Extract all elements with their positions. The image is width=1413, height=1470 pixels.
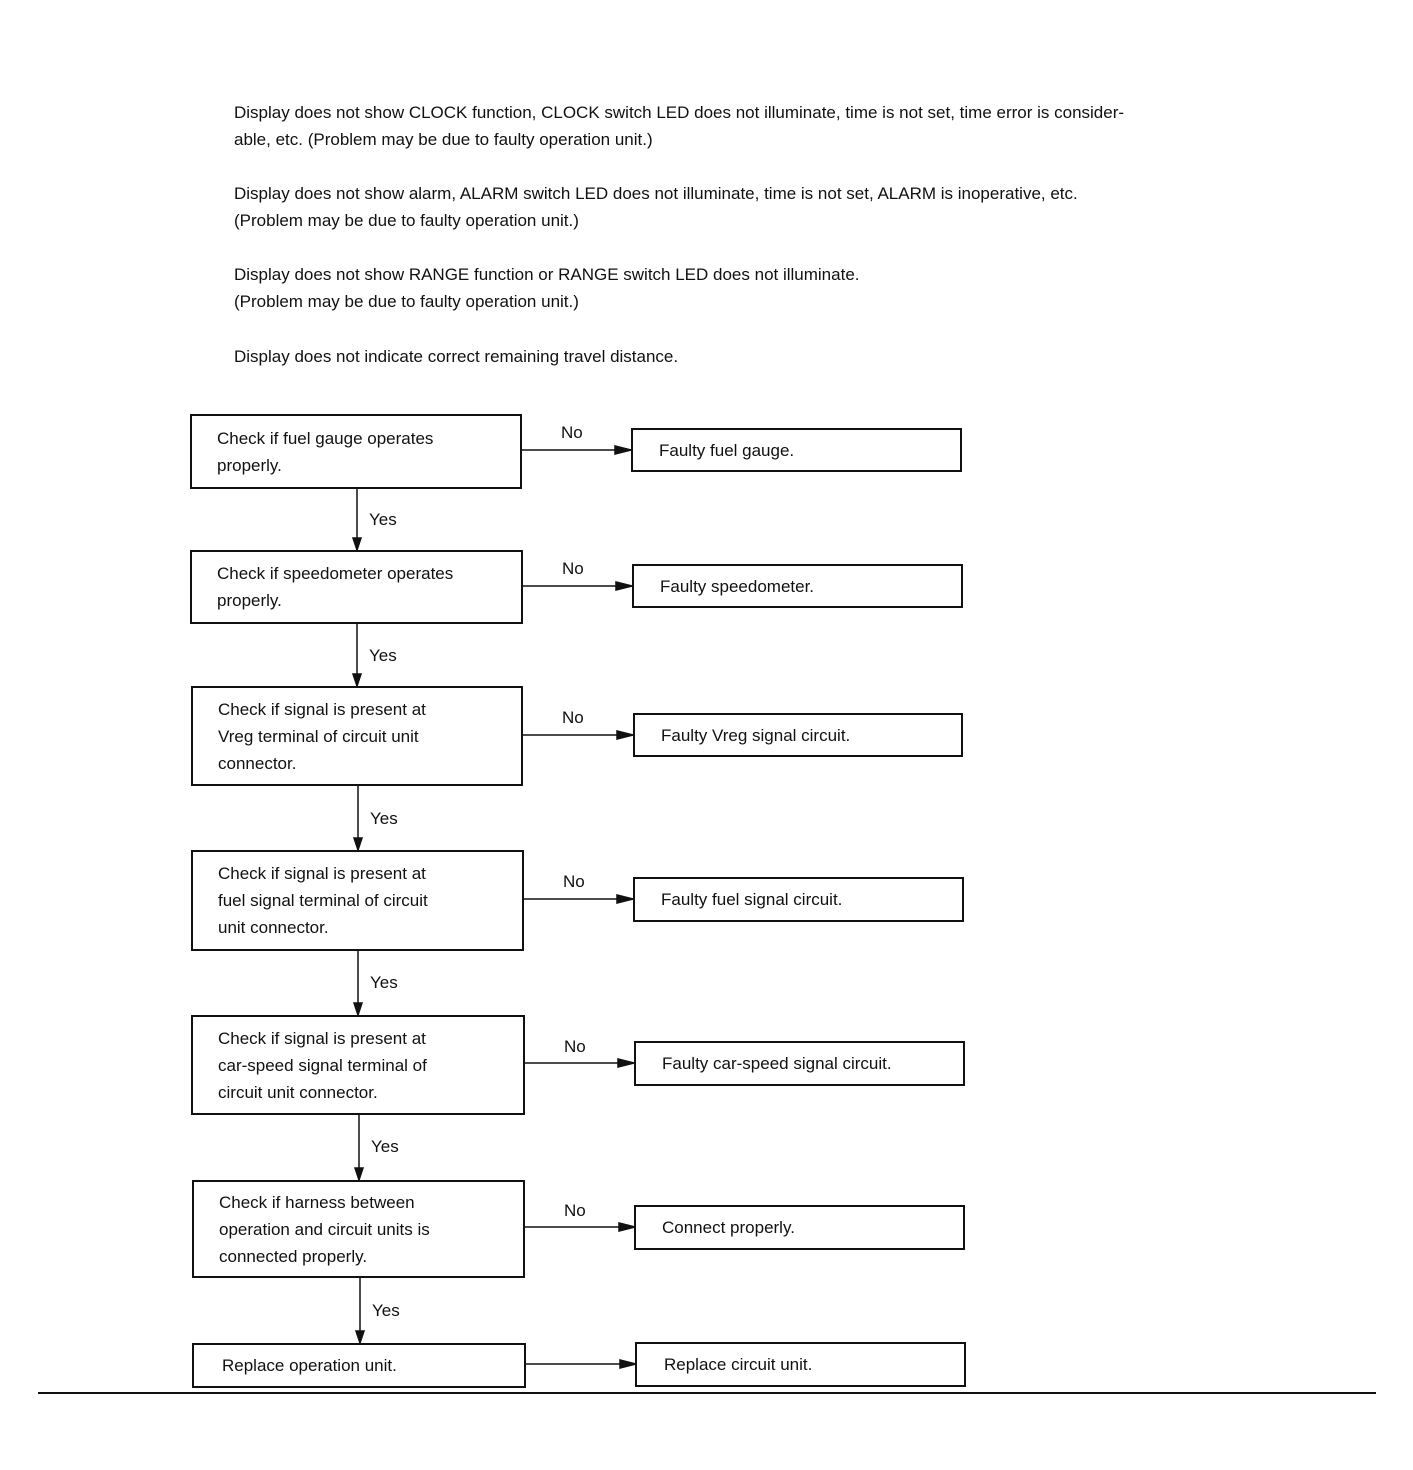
intro-paragraph-clock: Display does not show CLOCK function, CLOCK switch LED does not illuminate, time is not set, time error is consider- able, etc. (Problem may be due to faulty operation unit.) bbox=[234, 103, 1125, 149]
yes-label: Yes bbox=[372, 1301, 400, 1320]
result-text: Faulty car-speed signal circuit. bbox=[662, 1054, 892, 1073]
action-box-replace-operation-unit bbox=[192, 1343, 526, 1388]
intro-paragraph-distance: Display does not indicate correct remaining travel distance. bbox=[234, 347, 679, 366]
action-text: Replace circuit unit. bbox=[664, 1355, 813, 1374]
check-text: Check if signal is present at fuel signal terminal of circuit unit connector. bbox=[218, 864, 428, 937]
result-text: Faulty fuel signal circuit. bbox=[661, 890, 843, 909]
check-box-car-speed-signal bbox=[191, 1015, 525, 1115]
yes-label: Yes bbox=[370, 973, 398, 992]
result-box-connect-properly bbox=[634, 1205, 965, 1250]
result-box-faulty-vreg-circuit bbox=[633, 713, 963, 757]
check-text: Check if signal is present at car-speed signal terminal of circuit unit connector. bbox=[218, 1028, 427, 1102]
no-label: No bbox=[563, 872, 585, 891]
result-box-faulty-speedometer bbox=[632, 564, 963, 608]
check-box-vreg-signal bbox=[191, 686, 523, 786]
no-label: No bbox=[561, 423, 583, 442]
result-text: Faulty speedometer. bbox=[660, 576, 815, 596]
check-text: Check if signal is present at Vreg terminal of circuit unit connector. bbox=[218, 699, 426, 773]
yes-label: Yes bbox=[371, 1137, 399, 1156]
check-box-harness-connection bbox=[192, 1180, 525, 1278]
yes-label: Yes bbox=[370, 809, 398, 828]
result-box-faulty-car-speed-circuit bbox=[634, 1041, 965, 1086]
bottom-rule bbox=[38, 1392, 1376, 1394]
yes-label: Yes bbox=[369, 510, 397, 529]
action-box-replace-circuit-unit bbox=[635, 1342, 966, 1387]
result-box-faulty-fuel-signal-circuit bbox=[633, 877, 964, 922]
check-text: Check if harness between operation and circuit units is connected properly. bbox=[219, 1192, 430, 1266]
check-text: Check if speedometer operates properly. bbox=[217, 564, 454, 610]
yes-label: Yes bbox=[369, 646, 397, 665]
result-text: Faulty Vreg signal circuit. bbox=[661, 725, 851, 745]
check-box-fuel-signal bbox=[191, 850, 524, 951]
check-box-speedometer bbox=[190, 550, 523, 624]
result-text: Faulty fuel gauge. bbox=[659, 440, 795, 460]
check-box-fuel-gauge bbox=[190, 414, 522, 489]
result-box-faulty-fuel-gauge bbox=[631, 428, 962, 472]
no-label: No bbox=[562, 559, 584, 578]
no-label: No bbox=[564, 1037, 586, 1056]
intro-paragraph-range: Display does not show RANGE function or RANGE switch LED does not illuminate. (Problem may be due to faulty operation unit.) bbox=[234, 265, 860, 311]
action-text: Replace operation unit. bbox=[222, 1356, 397, 1375]
check-text: Check if fuel gauge operates properly. bbox=[217, 428, 434, 475]
no-label: No bbox=[564, 1201, 586, 1220]
result-text: Connect properly. bbox=[662, 1218, 795, 1237]
intro-paragraph-alarm: Display does not show alarm, ALARM switch LED does not illuminate, time is not set, ALARM is inoperative, etc. (Problem may be due to faulty operation unit.) bbox=[234, 184, 1078, 230]
no-label: No bbox=[562, 708, 584, 727]
